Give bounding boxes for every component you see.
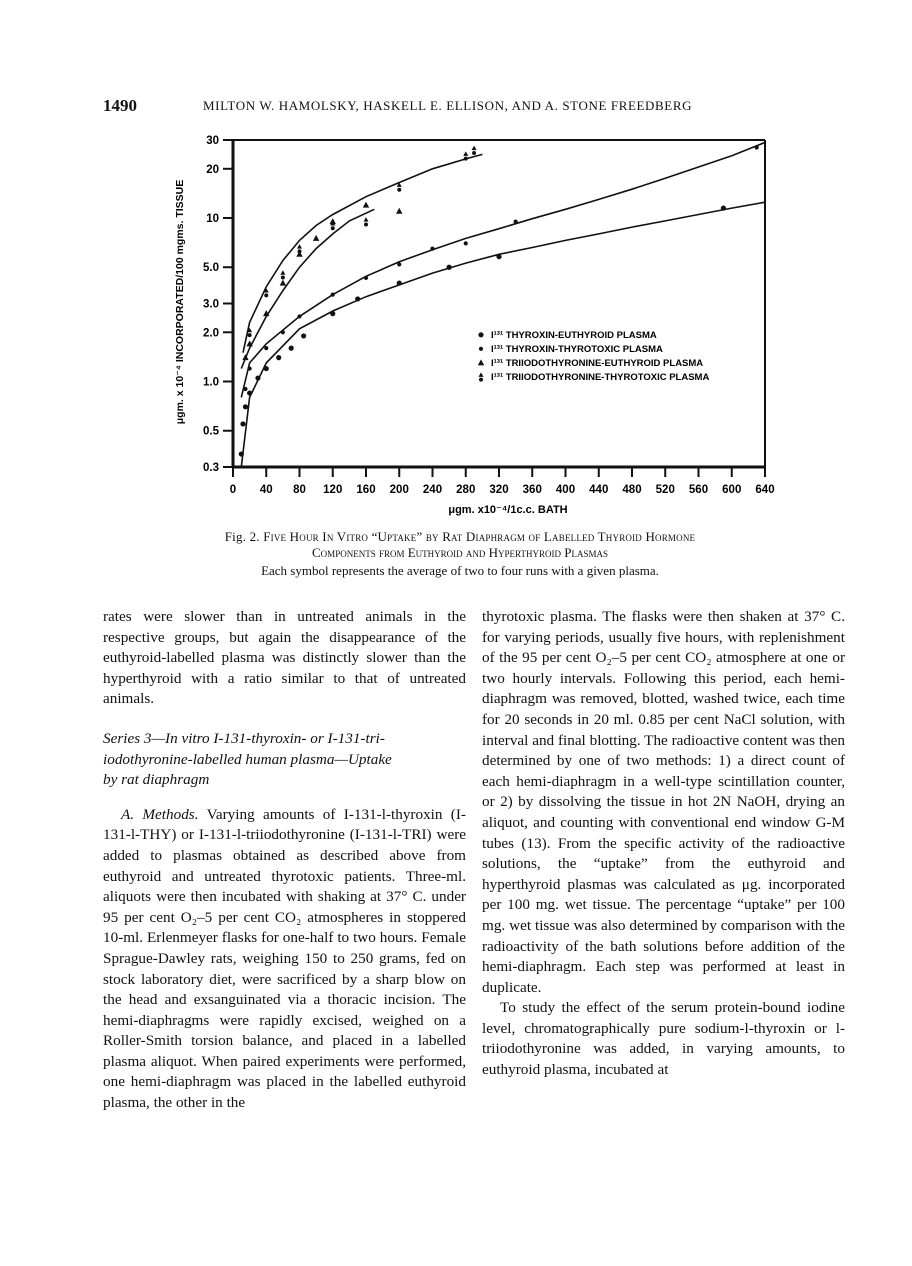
data-point xyxy=(264,366,269,371)
legend-entry: I¹³¹ THYROXIN-EUTHYROID PLASMA xyxy=(491,329,657,341)
data-point xyxy=(397,280,402,285)
data-point xyxy=(276,355,281,360)
legend-marker xyxy=(478,359,484,365)
running-title: MILTON W. HAMOLSKY, HASKELL E. ELLISON, AND A. STONE FREEDBERG xyxy=(203,98,693,113)
fit-curve xyxy=(243,154,482,352)
caption-title-2: Components from Euthyroid and Hyperthyroid Plasmas xyxy=(312,545,608,560)
x-tick-label: 400 xyxy=(555,484,576,496)
left-paragraph-1: rates were slower than in untreated animals in the respective groups, but again the disappearance of the euthyroid-labelled plasma was distinctly slower than the hyperthyroid with a ratio similar to that of untreated animals. xyxy=(103,608,466,708)
x-tick-label: 360 xyxy=(522,484,542,496)
y-axis xyxy=(203,135,233,474)
data-point xyxy=(396,208,402,214)
data-point xyxy=(289,346,294,351)
data-point xyxy=(464,157,468,161)
y-tick-label: 30 xyxy=(206,135,219,147)
page-number: 1490 xyxy=(103,96,137,115)
x-tick-label: 600 xyxy=(722,484,742,496)
data-point xyxy=(472,146,477,151)
x-tick-label: 240 xyxy=(422,484,443,496)
section-heading-line-1: Series 3—In vitro I-131-thyroxin- or I-131-tri- xyxy=(103,729,385,747)
x-axis-label: μgm. x10⁻⁴/1c.c. BATH xyxy=(448,504,568,516)
data-point xyxy=(264,346,268,350)
data-point xyxy=(721,205,726,210)
y-tick-label: 3.0 xyxy=(203,298,219,311)
data-point xyxy=(430,246,434,250)
legend-entry: I¹³¹ TRIIODOTHYRONINE-EUTHYROID PLASMA xyxy=(491,357,704,369)
data-point xyxy=(330,311,335,316)
y-tick-label: 0.3 xyxy=(203,462,219,474)
x-tick-label: 80 xyxy=(293,484,306,496)
data-point xyxy=(242,354,248,360)
figure-caption xyxy=(120,529,800,579)
plot-frame xyxy=(233,140,765,467)
left-paragraph-2: Varying amounts of I-131-l-thyroxin (I-131-l-THY) or I-131-l-triiodothyronine (I-131-l-TRI) were added to plasmas obtained as described above from euthyroid and untreated thyrotoxic patients. Three-ml. aliquots were then incubated with shaking at 37° C. under 95 per cent O₂–5 per cent CO₂ atmospheres in stoppered 10-ml. Erlenmeyer flasks for one-half to two hours. Female Sprague-Dawley rats, weighing 150 to 250 grams, fed on stock laboratory diet, were sacrificed by a sharp blow on the head and exsanguinated via a thoracic incision. The hemi-diaphragms were rapidly excised, weighed on a Roller-Smith torsion balance, and placed in a labelled plasma aliquot. When paired experiments were performed, one hemi-diaphragm was placed in the labelled euthyroid plasma, the other in the xyxy=(103,805,466,1112)
x-tick-label: 440 xyxy=(589,484,609,496)
data-point xyxy=(472,151,476,155)
data-point xyxy=(364,222,368,226)
x-tick-label: 480 xyxy=(622,484,642,496)
data-point xyxy=(243,404,248,409)
data-point xyxy=(464,241,468,245)
data-point xyxy=(297,244,302,249)
caption-note: Each symbol represents the average of two to four runs with a given plasma. xyxy=(261,563,659,578)
data-points xyxy=(239,145,759,456)
x-tick-label: 640 xyxy=(755,484,775,496)
x-tick-label: 520 xyxy=(655,484,675,496)
data-point xyxy=(514,220,518,224)
chart-legend xyxy=(478,330,710,383)
data-point xyxy=(297,314,301,318)
x-tick-label: 320 xyxy=(489,484,509,496)
x-axis xyxy=(230,467,775,496)
data-point xyxy=(280,280,286,286)
x-tick-label: 120 xyxy=(323,484,343,496)
data-point xyxy=(243,387,247,391)
x-tick-label: 280 xyxy=(456,484,476,496)
section-heading-line-2: iodothyronine-labelled human plasma—Uptake xyxy=(103,750,392,768)
data-point xyxy=(255,375,260,380)
y-tick-label: 0.5 xyxy=(203,425,219,438)
caption-title-1: Five Hour In Vitro “Uptake” by Rat Diaphragm of Labelled Thyroid Hormone xyxy=(263,529,696,544)
x-tick-label: 160 xyxy=(356,484,376,496)
x-tick-label: 200 xyxy=(389,484,409,496)
legend-marker xyxy=(478,332,483,337)
y-tick-label: 20 xyxy=(206,163,219,176)
data-point xyxy=(301,333,306,338)
figure-chart xyxy=(160,130,780,522)
right-paragraph-1: thyrotoxic plasma. The flasks were then shaken at 37° C. for varying periods, usually five hours, with replenishment of the 95 per cent O₂–5 per cent CO₂ atmosphere at one or two hourly intervals. Following this period, each hemi-diaphragm was removed, blotted, washed twice, each time for 20 seconds in 20 ml. 0.85 per cent NaCl solution, with interval and final blotting. The radioactive content was then determined by one of two methods: 1) a direct count of each hemi-diaphragm in a well-type scintillation counter, or 2) by dissolving the tissue in hot 2N NaOH, drying an aliquot, and counting with conventional end window G-M tubes (13). From the specific activity of the radioactive solutions, the “uptake” from the euthyroid and hyperthyroid plasmas was calculated as μg. incorporated per 100 mg. wet tissue. The percentage “uptake” per 100 mg. wet tissue was also determined by comparison with the radioactivity of the bath solutions before addition of the hemi-diaphragm. Each step was performed at least in duplicate. xyxy=(482,608,845,996)
section-heading-line-3: by rat diaphragm xyxy=(103,771,210,789)
legend-entry: I¹³¹ THYROXIN-THYROTOXIC PLASMA xyxy=(491,343,663,355)
y-tick-label: 2.0 xyxy=(203,327,219,340)
data-point xyxy=(248,366,252,370)
data-point xyxy=(463,151,468,156)
x-tick-label: 40 xyxy=(259,484,273,496)
data-point xyxy=(313,235,319,241)
right-column xyxy=(482,607,845,1081)
y-tick-label: 10 xyxy=(206,213,219,226)
data-point xyxy=(363,202,369,208)
methods-label: A. Methods. xyxy=(121,805,199,823)
data-point xyxy=(331,226,335,230)
x-tick-label: 560 xyxy=(688,484,709,496)
y-axis-label: μgm. x 10⁻⁴ INCORPORATED/100 mgms. TISSUE xyxy=(174,179,186,425)
data-point xyxy=(248,333,252,337)
data-point xyxy=(264,293,268,297)
data-point xyxy=(397,262,401,266)
data-point xyxy=(280,270,285,275)
y-tick-label: 1.0 xyxy=(203,376,219,389)
page-header xyxy=(103,96,771,118)
legend-marker xyxy=(479,378,483,382)
legend-marker xyxy=(479,372,484,377)
data-point xyxy=(447,265,452,270)
data-point xyxy=(247,390,252,395)
data-point xyxy=(496,254,501,259)
data-point xyxy=(281,276,285,280)
fit-curves xyxy=(241,142,765,467)
right-paragraph-2: To study the effect of the serum protein-bound iodine level, chromatographically pure sodium-l-thyroxin or l-triiodothyronine was added, in varying amounts, to euthyroid plasma, incubated at xyxy=(482,999,845,1079)
legend-marker xyxy=(479,347,483,351)
data-point xyxy=(298,249,302,253)
data-point xyxy=(397,188,401,192)
data-point xyxy=(239,451,244,456)
data-point xyxy=(355,296,360,301)
data-point xyxy=(331,293,335,297)
data-point xyxy=(281,330,285,334)
y-tick-label: 5.0 xyxy=(203,262,219,275)
left-column xyxy=(103,607,466,1114)
section-heading xyxy=(103,729,466,791)
data-point xyxy=(240,421,245,426)
data-point xyxy=(755,145,759,149)
data-point xyxy=(364,276,368,280)
legend-entry: I¹³¹ TRIIODOTHYRONINE-THYROTOXIC PLASMA xyxy=(491,371,710,383)
caption-label: Fig. 2. xyxy=(224,529,260,544)
data-point xyxy=(364,217,369,222)
x-tick-label: 0 xyxy=(229,484,237,496)
